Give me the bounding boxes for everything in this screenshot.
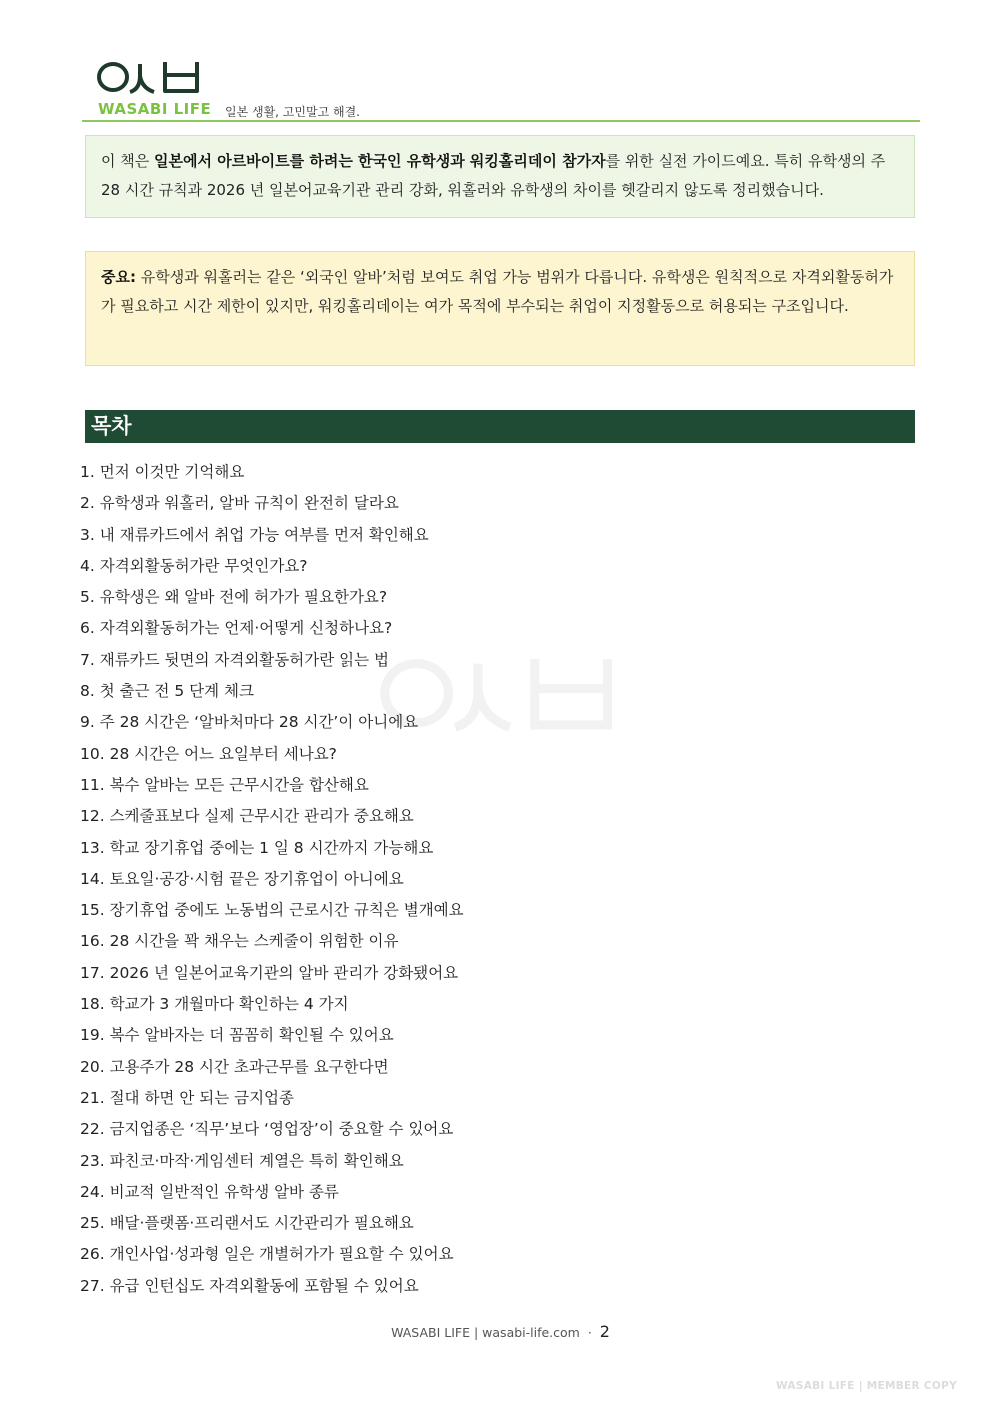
brand-wordmark: WASABI LIFE [98,100,212,118]
footer-site[interactable]: wasabi-life.com [482,1325,580,1340]
toc-item[interactable]: 27. 유급 인턴십도 자격외활동에 포함될 수 있어요 [80,1276,419,1295]
toc-item[interactable]: 19. 복수 알바자는 더 꼼꼼히 확인될 수 있어요 [80,1026,394,1045]
wasabi-logo-icon [96,58,206,96]
toc-item[interactable]: 16. 28 시간을 꽉 채우는 스케줄이 위험한 이유 [80,932,399,951]
header-divider [82,120,920,122]
toc-item[interactable]: 18. 학교가 3 개월마다 확인하는 4 가지 [80,995,349,1014]
toc-item[interactable]: 22. 금지업종은 ‘직무’보다 ‘영업장’이 중요할 수 있어요 [80,1120,454,1139]
page-number: 2 [599,1322,610,1341]
toc-item[interactable]: 11. 복수 알바는 모든 근무시간을 합산해요 [80,775,369,794]
toc-item[interactable]: 10. 28 시간은 어느 요일부터 세나요? [80,744,337,763]
intro-bold-text: 일본에서 아르바이트를 하려는 한국인 유학생과 워킹홀리데이 참가자 [154,152,606,170]
toc-item[interactable]: 26. 개인사업·성과형 일은 개별허가가 필요할 수 있어요 [80,1245,454,1264]
important-callout [85,251,915,366]
toc-item[interactable]: 24. 비교적 일반적인 유학생 알바 종류 [80,1182,339,1201]
toc-item[interactable]: 5. 유학생은 왜 알바 전에 허가가 필요한가요? [80,588,388,607]
footer-brand: WASABI LIFE [391,1325,470,1340]
toc-heading: 목차 [85,410,915,443]
intro-callout [85,135,915,218]
toc-item[interactable]: 15. 장기휴업 중에도 노동법의 근로시간 규칙은 별개예요 [80,901,464,920]
toc-item[interactable]: 1. 먼저 이것만 기억해요 [80,463,245,481]
toc-item[interactable]: 3. 내 재류카드에서 취업 가능 여부를 먼저 확인해요 [80,525,429,544]
toc-list [80,457,464,1302]
toc-item[interactable]: 7. 재류카드 뒷면의 자격외활동허가란 읽는 법 [80,650,389,669]
toc-item[interactable]: 12. 스케줄표보다 실제 근무시간 관리가 중요해요 [80,807,414,826]
toc-item[interactable]: 23. 파친코·마작·게임센터 계열은 특히 확인해요 [80,1151,404,1170]
important-label: 중요: [101,268,136,286]
toc-item[interactable]: 25. 배달·플랫폼·프리랜서도 시간관리가 필요해요 [80,1214,414,1233]
page-footer [0,1322,1001,1341]
toc-item[interactable]: 13. 학교 장기휴업 중에는 1 일 8 시간까지 가능해요 [80,838,434,857]
intro-text-1: 이 책은 [101,152,155,170]
footer-dot: · [587,1325,592,1340]
toc-item[interactable]: 17. 2026 년 일본어교육기관의 알바 관리가 강화됐어요 [80,963,459,982]
important-text: 유학생과 워홀러는 같은 ‘외국인 알바’처럼 보여도 취업 가능 범위가 다릅니다. 유학생은 원칙적으로 자격외활동허가가 필요하고 시간 제한이 있지만, 워킹홀리데이는 여가 목적에 부수되는 취업이 지정활동으로 허용되는 구조입니다. [101,268,894,315]
toc-item[interactable]: 8. 첫 출근 전 5 단계 체크 [80,682,254,701]
toc-item[interactable]: 20. 고용주가 28 시간 초과근무를 요구한다면 [80,1057,389,1076]
footer-separator: | [473,1325,479,1340]
toc-item[interactable]: 21. 절대 하면 안 되는 금지업종 [80,1088,294,1107]
toc-item[interactable]: 14. 토요일·공강·시험 끝은 장기휴업이 아니에요 [80,869,404,888]
toc-item[interactable]: 2. 유학생과 워홀러, 알바 규칙이 완전히 달라요 [80,494,399,513]
toc-item[interactable]: 9. 주 28 시간은 ‘알바처마다 28 시간’이 아니에요 [80,713,419,732]
intro-text-2: 를 위한 실전 가이드예요. 특히 유학생의 주 28 시간 규칙과 2026 년 일본어교육기관 관리 강화, 워홀러와 유학생의 차이를 헷갈리지 않도록 정리했습니다. [101,152,886,199]
toc-item[interactable]: 6. 자격외활동허가는 언제·어떻게 신청하나요? [80,619,393,638]
toc-item[interactable]: 4. 자격외활동허가란 무엇인가요? [80,556,308,575]
watermark-logo-icon [378,650,628,750]
brand-tagline: 일본 생활, 고민말고 해결. [225,105,360,119]
member-copy-watermark: WASABI LIFE | MEMBER COPY [776,1380,957,1392]
